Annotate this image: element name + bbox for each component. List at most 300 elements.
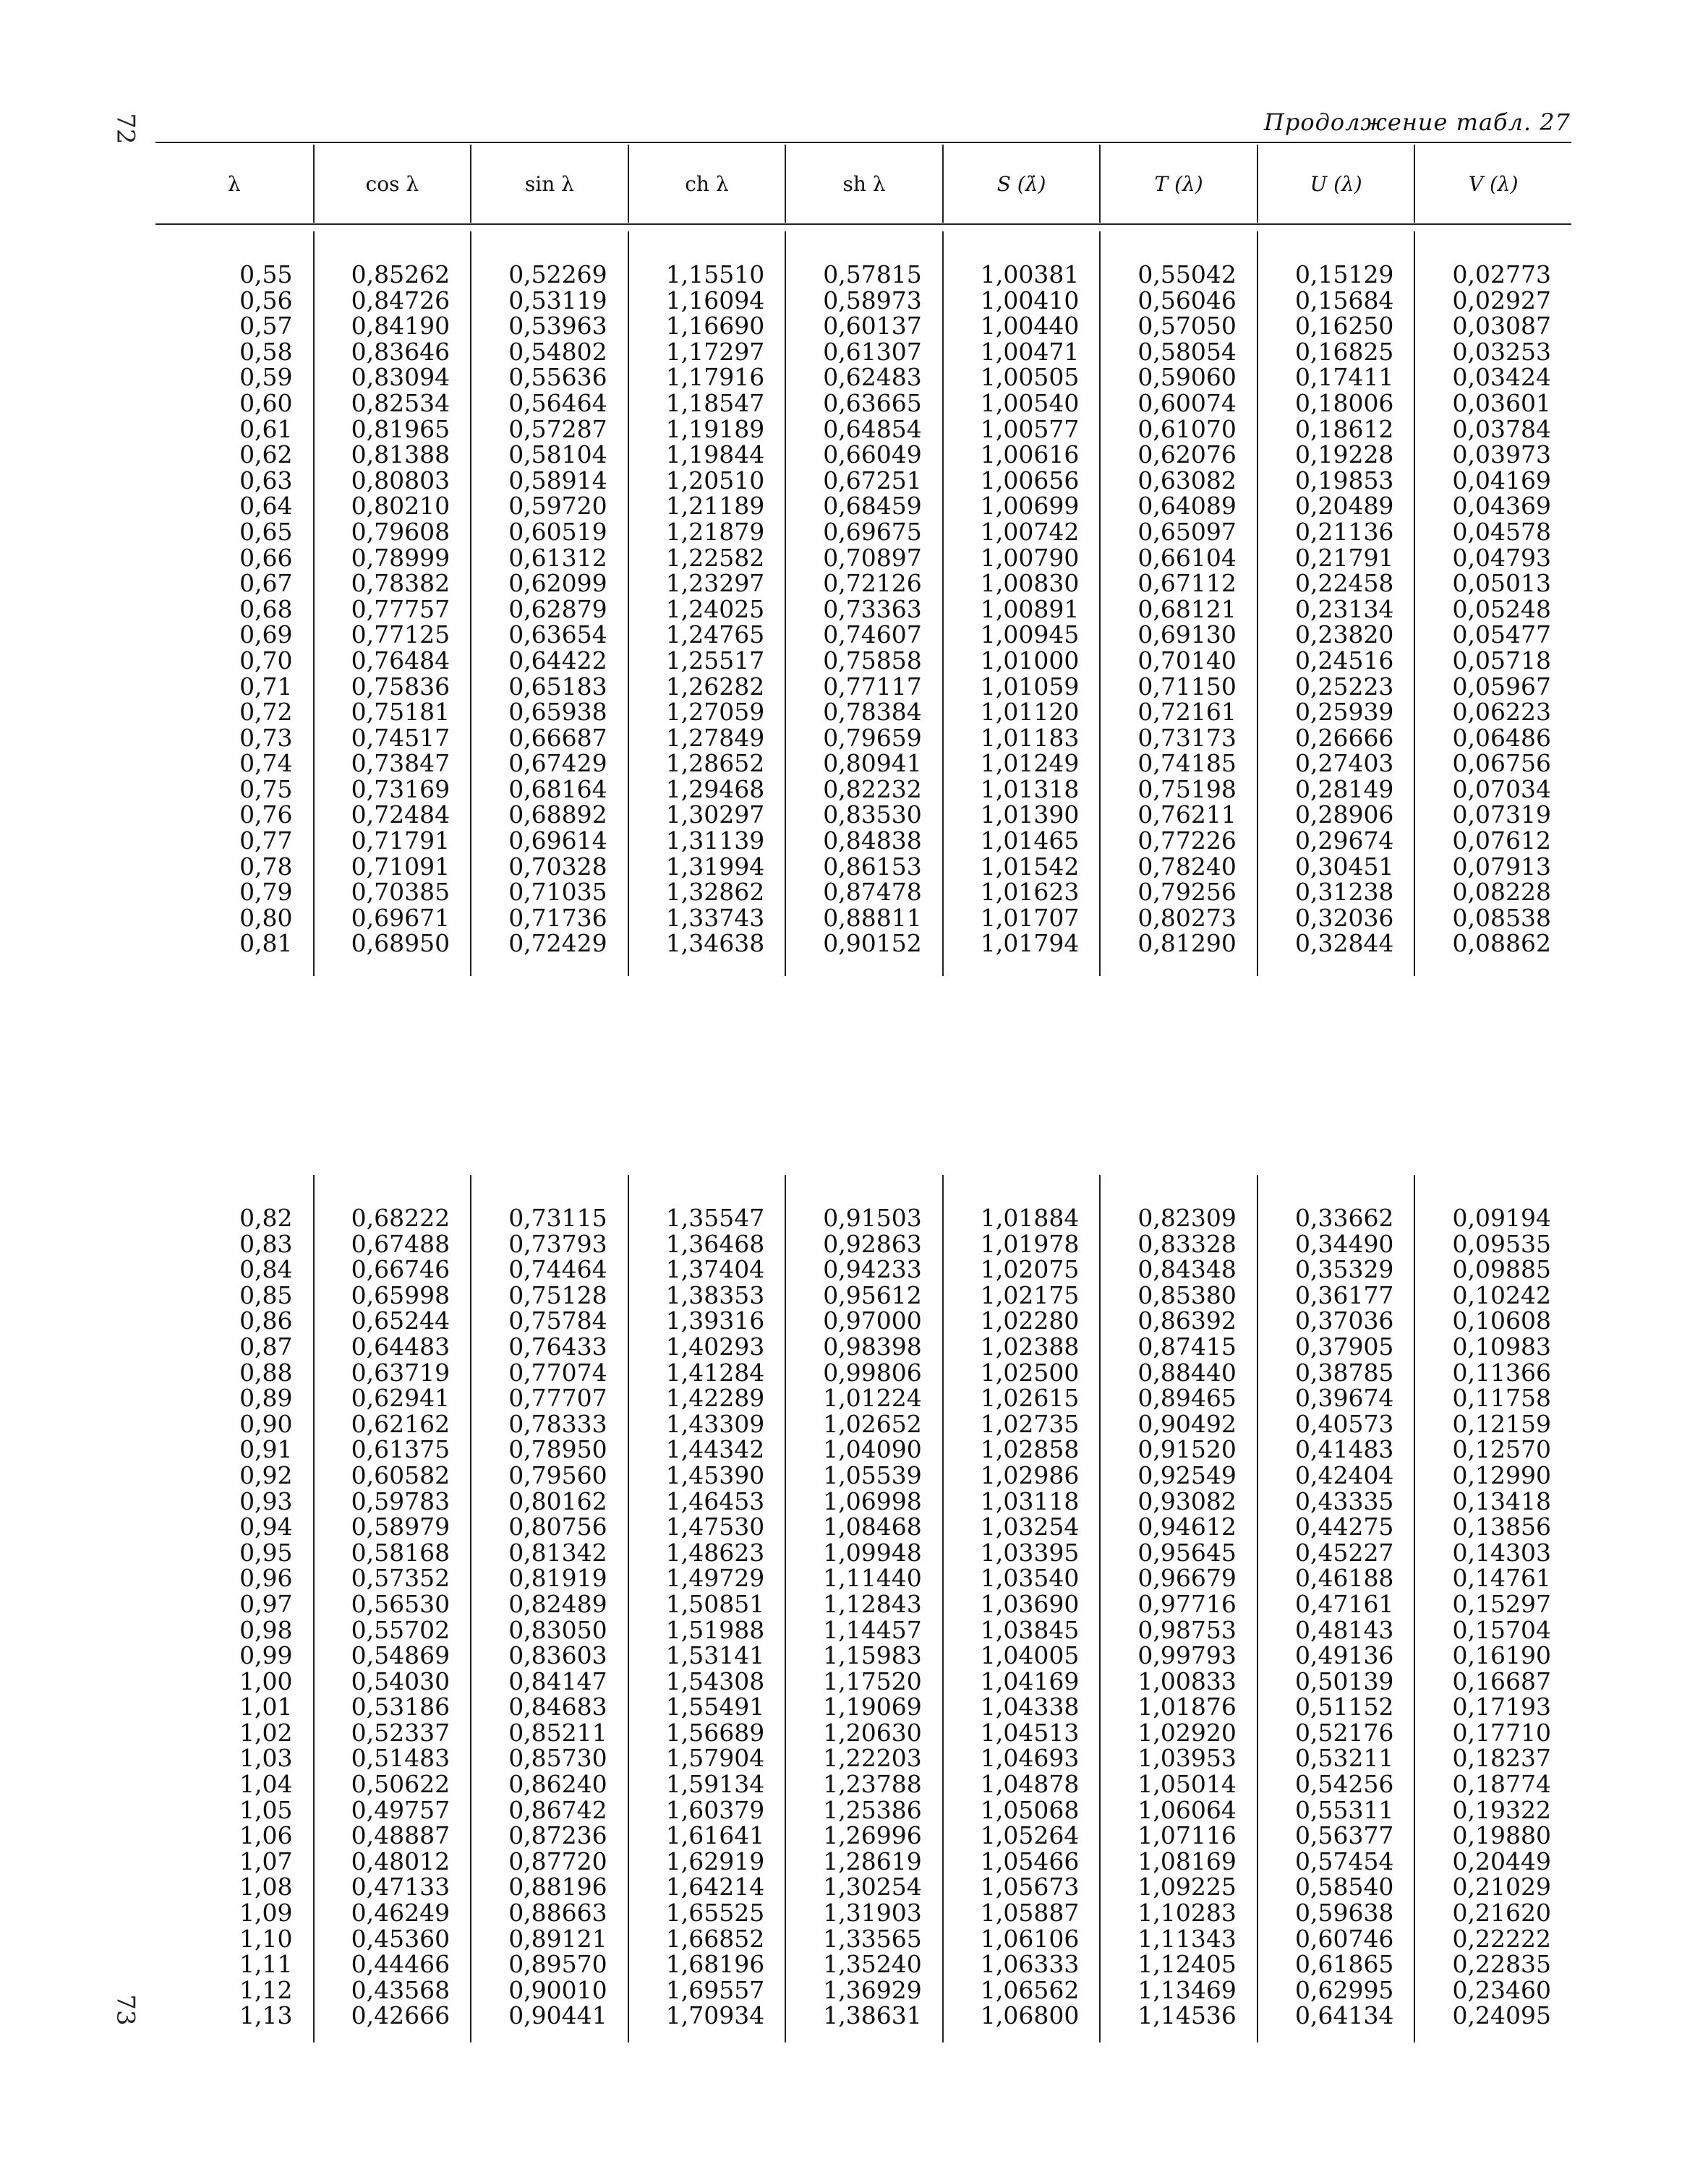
cell-s: 1,02075 (980, 1255, 1080, 1284)
cell-v: 0,12159 (1452, 1409, 1551, 1438)
cell-u: 0,37036 (1294, 1306, 1394, 1335)
cell-u: 0,19228 (1294, 440, 1394, 469)
cell-ch: 1,64214 (665, 1873, 765, 1901)
cell-sin: 0,90010 (508, 1975, 607, 2004)
cell-s: 1,00742 (980, 517, 1080, 546)
cell-lambda: 0,78 (239, 852, 293, 881)
cell-t: 0,74185 (1137, 749, 1237, 778)
cell-lambda: 0,77 (239, 826, 293, 855)
cell-u: 0,35329 (1294, 1255, 1394, 1284)
cell-u: 0,47161 (1294, 1589, 1394, 1618)
cell-t: 0,83328 (1137, 1229, 1237, 1258)
cell-cos: 0,54869 (351, 1641, 451, 1670)
cell-v: 0,13418 (1452, 1486, 1551, 1515)
cell-ch: 1,46453 (665, 1486, 765, 1515)
cell-sh: 0,58973 (823, 286, 922, 315)
cell-sh: 1,05539 (823, 1460, 922, 1489)
cell-sin: 0,75784 (508, 1306, 607, 1335)
cell-t: 0,70140 (1137, 646, 1237, 675)
cell-sh: 1,20630 (823, 1718, 922, 1747)
cell-s: 1,04169 (980, 1667, 1080, 1695)
cell-s: 1,03845 (980, 1615, 1080, 1644)
cell-v: 0,09885 (1452, 1255, 1551, 1284)
cell-u: 0,49136 (1294, 1641, 1394, 1670)
cell-v: 0,05013 (1452, 569, 1551, 598)
cell-v: 0,24095 (1452, 2001, 1551, 2030)
cell-v: 0,07319 (1452, 800, 1551, 829)
cell-sin: 0,82489 (508, 1589, 607, 1618)
cell-sh: 1,01224 (823, 1384, 922, 1413)
cell-sin: 0,67429 (508, 749, 607, 778)
cell-lambda: 0,63 (239, 466, 293, 495)
cell-ch: 1,43309 (665, 1409, 765, 1438)
cell-s: 1,01794 (980, 929, 1080, 958)
cell-sh: 1,28619 (823, 1847, 922, 1875)
cell-ch: 1,20510 (665, 466, 765, 495)
header-s: S (λ̇) (942, 145, 1100, 223)
cell-u: 0,27403 (1294, 749, 1394, 778)
cell-cos: 0,45360 (351, 1924, 451, 1953)
cell-sin: 0,73115 (508, 1204, 607, 1232)
cell-cos: 0,54030 (351, 1667, 451, 1695)
cell-s: 1,01249 (980, 749, 1080, 778)
cell-cos: 0,61375 (351, 1435, 451, 1464)
cell-s: 1,01623 (980, 878, 1080, 907)
cell-sin: 0,71035 (508, 878, 607, 907)
cell-u: 0,48143 (1294, 1615, 1394, 1644)
cell-u: 0,34490 (1294, 1229, 1394, 1258)
cell-v: 0,06486 (1452, 723, 1551, 752)
cell-ch: 1,16690 (665, 312, 765, 341)
cell-ch: 1,55491 (665, 1693, 765, 1721)
cell-cos: 0,78382 (351, 569, 451, 598)
cell-cos: 0,57352 (351, 1564, 451, 1593)
cell-cos: 0,49757 (351, 1795, 451, 1824)
cell-lambda: 1,06 (239, 1821, 293, 1850)
cell-lambda: 0,71 (239, 672, 293, 701)
cell-sin: 0,89121 (508, 1924, 607, 1953)
cell-v: 0,15297 (1452, 1589, 1551, 1618)
cell-t: 1,02920 (1137, 1718, 1237, 1747)
cell-sin: 0,80162 (508, 1486, 607, 1515)
cell-t: 0,55042 (1137, 260, 1237, 288)
header-cos: cos λ (313, 145, 471, 223)
cell-v: 0,10608 (1452, 1306, 1551, 1335)
cell-lambda: 1,01 (239, 1693, 293, 1721)
cell-u: 0,24516 (1294, 646, 1394, 675)
cell-sh: 0,91503 (823, 1204, 922, 1232)
cell-sh: 0,90152 (823, 929, 922, 958)
cell-s: 1,00830 (980, 569, 1080, 598)
cell-t: 1,11343 (1137, 1924, 1237, 1953)
cell-ch: 1,17297 (665, 337, 765, 366)
cell-lambda: 1,03 (239, 1744, 293, 1773)
cell-s: 1,05068 (980, 1795, 1080, 1824)
cell-t: 0,57050 (1137, 312, 1237, 341)
cell-v: 0,04369 (1452, 492, 1551, 521)
cell-sin: 0,83050 (508, 1615, 607, 1644)
cell-u: 0,52176 (1294, 1718, 1394, 1747)
cell-v: 0,19322 (1452, 1795, 1551, 1824)
cell-ch: 1,56689 (665, 1718, 765, 1747)
cell-sh: 0,60137 (823, 312, 922, 341)
column-u (1257, 1175, 1414, 2042)
cell-ch: 1,21189 (665, 492, 765, 521)
cell-cos: 0,82534 (351, 388, 451, 417)
cell-s: 1,02986 (980, 1460, 1080, 1489)
cell-v: 0,03087 (1452, 312, 1551, 341)
cell-ch: 1,25517 (665, 646, 765, 675)
page-number-top: 72 (111, 113, 140, 145)
cell-ch: 1,26282 (665, 672, 765, 701)
cell-sin: 0,70328 (508, 852, 607, 881)
cell-cos: 0,42666 (351, 2001, 451, 2030)
cell-cos: 0,74517 (351, 723, 451, 752)
cell-ch: 1,27059 (665, 698, 765, 727)
table-top-rule (155, 142, 1571, 143)
cell-sh: 0,75858 (823, 646, 922, 675)
cell-cos: 0,65244 (351, 1306, 451, 1335)
cell-lambda: 0,61 (239, 414, 293, 443)
cell-cos: 0,79608 (351, 517, 451, 546)
cell-lambda: 0,80 (239, 903, 293, 932)
cell-ch: 1,49729 (665, 1564, 765, 1593)
cell-sh: 0,79659 (823, 723, 922, 752)
cell-sin: 0,80756 (508, 1513, 607, 1541)
header-sh: sh λ (785, 145, 942, 223)
cell-t: 1,13469 (1137, 1975, 1237, 2004)
cell-s: 1,00945 (980, 620, 1080, 649)
cell-u: 0,50139 (1294, 1667, 1394, 1695)
cell-ch: 1,48623 (665, 1538, 765, 1567)
cell-sh: 0,67251 (823, 466, 922, 495)
column-t (1099, 231, 1257, 976)
column-sh (785, 1175, 942, 2042)
cell-u: 0,30451 (1294, 852, 1394, 881)
cell-v: 0,16687 (1452, 1667, 1551, 1695)
cell-v: 0,10983 (1452, 1332, 1551, 1361)
cell-lambda: 0,97 (239, 1589, 293, 1618)
cell-sin: 0,88663 (508, 1899, 607, 1928)
cell-t: 0,84348 (1137, 1255, 1237, 1284)
cell-s: 1,00656 (980, 466, 1080, 495)
cell-v: 0,06756 (1452, 749, 1551, 778)
column-sin (470, 1175, 628, 2042)
cell-cos: 0,71091 (351, 852, 451, 881)
cell-t: 0,93082 (1137, 1486, 1237, 1515)
header-sin: sin λ (470, 145, 628, 223)
cell-v: 0,02927 (1452, 286, 1551, 315)
cell-sin: 0,55636 (508, 363, 607, 392)
cell-t: 0,62076 (1137, 440, 1237, 469)
column-ch (628, 231, 785, 976)
cell-u: 0,40573 (1294, 1409, 1394, 1438)
cell-t: 0,98753 (1137, 1615, 1237, 1644)
cell-sin: 0,59720 (508, 492, 607, 521)
cell-lambda: 1,13 (239, 2001, 293, 2030)
cell-s: 1,01000 (980, 646, 1080, 675)
cell-s: 1,01183 (980, 723, 1080, 752)
cell-s: 1,01318 (980, 774, 1080, 803)
cell-u: 0,44275 (1294, 1513, 1394, 1541)
cell-lambda: 1,08 (239, 1873, 293, 1901)
cell-cos: 0,71791 (351, 826, 451, 855)
cell-v: 0,08862 (1452, 929, 1551, 958)
cell-ch: 1,36468 (665, 1229, 765, 1258)
cell-sin: 0,90441 (508, 2001, 607, 2030)
cell-sin: 0,64422 (508, 646, 607, 675)
cell-ch: 1,29468 (665, 774, 765, 803)
cell-ch: 1,19189 (665, 414, 765, 443)
cell-sin: 0,66687 (508, 723, 607, 752)
cell-ch: 1,47530 (665, 1513, 765, 1541)
cell-u: 0,54256 (1294, 1770, 1394, 1799)
cell-v: 0,02773 (1452, 260, 1551, 288)
cell-s: 1,00440 (980, 312, 1080, 341)
cell-ch: 1,28652 (665, 749, 765, 778)
cell-sin: 0,78333 (508, 1409, 607, 1438)
cell-sh: 1,19069 (823, 1693, 922, 1721)
cell-ch: 1,18547 (665, 388, 765, 417)
cell-s: 1,00891 (980, 594, 1080, 623)
cell-ch: 1,61641 (665, 1821, 765, 1850)
cell-s: 1,01884 (980, 1204, 1080, 1232)
cell-s: 1,00505 (980, 363, 1080, 392)
cell-sh: 0,95612 (823, 1280, 922, 1309)
column-u (1257, 231, 1414, 976)
cell-s: 1,06333 (980, 1950, 1080, 1979)
cell-s: 1,02280 (980, 1306, 1080, 1335)
cell-sh: 1,06998 (823, 1486, 922, 1515)
cell-t: 0,77226 (1137, 826, 1237, 855)
cell-v: 0,10242 (1452, 1280, 1551, 1309)
cell-lambda: 0,82 (239, 1204, 293, 1232)
cell-sin: 0,73793 (508, 1229, 607, 1258)
cell-ch: 1,22582 (665, 543, 765, 572)
cell-sin: 0,77707 (508, 1384, 607, 1413)
cell-cos: 0,50622 (351, 1770, 451, 1799)
cell-u: 0,64134 (1294, 2001, 1394, 2030)
cell-cos: 0,80210 (351, 492, 451, 521)
cell-u: 0,46188 (1294, 1564, 1394, 1593)
cell-v: 0,05967 (1452, 672, 1551, 701)
cell-v: 0,13856 (1452, 1513, 1551, 1541)
cell-t: 0,67112 (1137, 569, 1237, 598)
cell-s: 1,05466 (980, 1847, 1080, 1875)
cell-s: 1,00410 (980, 286, 1080, 315)
table-block-upper (155, 231, 1571, 976)
cell-t: 0,59060 (1137, 363, 1237, 392)
cell-lambda: 0,69 (239, 620, 293, 649)
cell-t: 0,73173 (1137, 723, 1237, 752)
cell-sh: 0,77117 (823, 672, 922, 701)
cell-cos: 0,52337 (351, 1718, 451, 1747)
cell-v: 0,09535 (1452, 1229, 1551, 1258)
cell-v: 0,03424 (1452, 363, 1551, 392)
cell-cos: 0,55702 (351, 1615, 451, 1644)
cell-sh: 1,11440 (823, 1564, 922, 1593)
cell-ch: 1,17916 (665, 363, 765, 392)
cell-u: 0,41483 (1294, 1435, 1394, 1464)
cell-lambda: 0,70 (239, 646, 293, 675)
cell-ch: 1,16094 (665, 286, 765, 315)
cell-sin: 0,87720 (508, 1847, 607, 1875)
cell-sh: 0,64854 (823, 414, 922, 443)
cell-v: 0,07612 (1452, 826, 1551, 855)
cell-t: 0,80273 (1137, 903, 1237, 932)
cell-t: 0,97716 (1137, 1589, 1237, 1618)
cell-sh: 0,62483 (823, 363, 922, 392)
cell-t: 0,75198 (1137, 774, 1237, 803)
cell-sin: 0,75128 (508, 1280, 607, 1309)
cell-cos: 0,68950 (351, 929, 451, 958)
cell-sh: 1,17520 (823, 1667, 922, 1695)
cell-s: 1,02175 (980, 1280, 1080, 1309)
cell-lambda: 0,64 (239, 492, 293, 521)
cell-sh: 0,97000 (823, 1306, 922, 1335)
cell-s: 1,00790 (980, 543, 1080, 572)
cell-u: 0,26666 (1294, 723, 1394, 752)
cell-s: 1,02500 (980, 1358, 1080, 1387)
cell-t: 0,78240 (1137, 852, 1237, 881)
cell-cos: 0,76484 (351, 646, 451, 675)
cell-v: 0,16190 (1452, 1641, 1551, 1670)
cell-u: 0,16825 (1294, 337, 1394, 366)
cell-ch: 1,53141 (665, 1641, 765, 1670)
cell-cos: 0,69671 (351, 903, 451, 932)
cell-v: 0,14761 (1452, 1564, 1551, 1593)
cell-sh: 1,31903 (823, 1899, 922, 1928)
cell-u: 0,20489 (1294, 492, 1394, 521)
cell-cos: 0,46249 (351, 1899, 451, 1928)
cell-ch: 1,15510 (665, 260, 765, 288)
cell-ch: 1,69557 (665, 1975, 765, 2004)
cell-sin: 0,62879 (508, 594, 607, 623)
cell-sin: 0,86240 (508, 1770, 607, 1799)
cell-u: 0,53211 (1294, 1744, 1394, 1773)
cell-v: 0,17193 (1452, 1693, 1551, 1721)
cell-ch: 1,66852 (665, 1924, 765, 1953)
cell-cos: 0,48887 (351, 1821, 451, 1850)
cell-s: 1,00616 (980, 440, 1080, 469)
cell-sin: 0,84147 (508, 1667, 607, 1695)
cell-cos: 0,78999 (351, 543, 451, 572)
cell-sh: 0,57815 (823, 260, 922, 288)
cell-v: 0,21620 (1452, 1899, 1551, 1928)
cell-cos: 0,56530 (351, 1589, 451, 1618)
cell-sh: 0,80941 (823, 749, 922, 778)
cell-cos: 0,43568 (351, 1975, 451, 2004)
cell-u: 0,28149 (1294, 774, 1394, 803)
cell-u: 0,25939 (1294, 698, 1394, 727)
cell-u: 0,39674 (1294, 1384, 1394, 1413)
cell-sin: 0,65183 (508, 672, 607, 701)
header-ch: ch λ (628, 145, 785, 223)
cell-sh: 0,69675 (823, 517, 922, 546)
cell-u: 0,21136 (1294, 517, 1394, 546)
cell-s: 1,01707 (980, 903, 1080, 932)
cell-cos: 0,58979 (351, 1513, 451, 1541)
cell-lambda: 0,93 (239, 1486, 293, 1515)
cell-ch: 1,33743 (665, 903, 765, 932)
cell-u: 0,31238 (1294, 878, 1394, 907)
cell-v: 0,08538 (1452, 903, 1551, 932)
cell-sin: 0,89570 (508, 1950, 607, 1979)
cell-cos: 0,81388 (351, 440, 451, 469)
cell-sin: 0,54802 (508, 337, 607, 366)
cell-s: 1,04513 (980, 1718, 1080, 1747)
cell-sin: 0,78950 (508, 1435, 607, 1464)
cell-sin: 0,68892 (508, 800, 607, 829)
cell-u: 0,15684 (1294, 286, 1394, 315)
cell-sh: 1,35240 (823, 1950, 922, 1979)
cell-sh: 0,86153 (823, 852, 922, 881)
cell-v: 0,09194 (1452, 1204, 1551, 1232)
cell-cos: 0,62162 (351, 1409, 451, 1438)
cell-u: 0,61865 (1294, 1950, 1394, 1979)
cell-t: 0,72161 (1137, 698, 1237, 727)
cell-u: 0,57454 (1294, 1847, 1394, 1875)
cell-u: 0,21791 (1294, 543, 1394, 572)
cell-sh: 1,14457 (823, 1615, 922, 1644)
cell-ch: 1,19844 (665, 440, 765, 469)
cell-u: 0,19853 (1294, 466, 1394, 495)
cell-u: 0,33662 (1294, 1204, 1394, 1232)
cell-t: 1,07116 (1137, 1821, 1237, 1850)
cell-v: 0,14303 (1452, 1538, 1551, 1567)
column-t (1099, 1175, 1257, 2042)
cell-v: 0,07913 (1452, 852, 1551, 881)
cell-sh: 1,38631 (823, 2001, 922, 2030)
cell-sin: 0,74464 (508, 1255, 607, 1284)
cell-ch: 1,59134 (665, 1770, 765, 1799)
cell-t: 0,81290 (1137, 929, 1237, 958)
cell-s: 1,06106 (980, 1924, 1080, 1953)
cell-s: 1,02615 (980, 1384, 1080, 1413)
cell-sh: 0,83530 (823, 800, 922, 829)
cell-s: 1,03118 (980, 1486, 1080, 1515)
cell-cos: 0,81965 (351, 414, 451, 443)
cell-t: 1,14536 (1137, 2001, 1237, 2030)
cell-cos: 0,83646 (351, 337, 451, 366)
cell-cos: 0,84190 (351, 312, 451, 341)
cell-s: 1,05887 (980, 1899, 1080, 1928)
cell-sh: 0,74607 (823, 620, 922, 649)
cell-v: 0,03973 (1452, 440, 1551, 469)
cell-s: 1,04878 (980, 1770, 1080, 1799)
cell-cos: 0,80803 (351, 466, 451, 495)
header-u: U (λ) (1257, 145, 1414, 223)
cell-t: 1,01876 (1137, 1693, 1237, 1721)
cell-sin: 0,86742 (508, 1795, 607, 1824)
cell-sh: 1,30254 (823, 1873, 922, 1901)
cell-u: 0,51152 (1294, 1693, 1394, 1721)
cell-cos: 0,65998 (351, 1280, 451, 1309)
cell-ch: 1,41284 (665, 1358, 765, 1387)
cell-v: 0,20449 (1452, 1847, 1551, 1875)
cell-s: 1,00577 (980, 414, 1080, 443)
cell-v: 0,11366 (1452, 1358, 1551, 1387)
cell-s: 1,00381 (980, 260, 1080, 288)
cell-cos: 0,53186 (351, 1693, 451, 1721)
page-number-bottom: 73 (111, 1994, 140, 2026)
cell-t: 0,68121 (1137, 594, 1237, 623)
cell-u: 0,16250 (1294, 312, 1394, 341)
cell-s: 1,05673 (980, 1873, 1080, 1901)
cell-u: 0,45227 (1294, 1538, 1394, 1567)
cell-sin: 0,76433 (508, 1332, 607, 1361)
cell-v: 0,12990 (1452, 1460, 1551, 1489)
